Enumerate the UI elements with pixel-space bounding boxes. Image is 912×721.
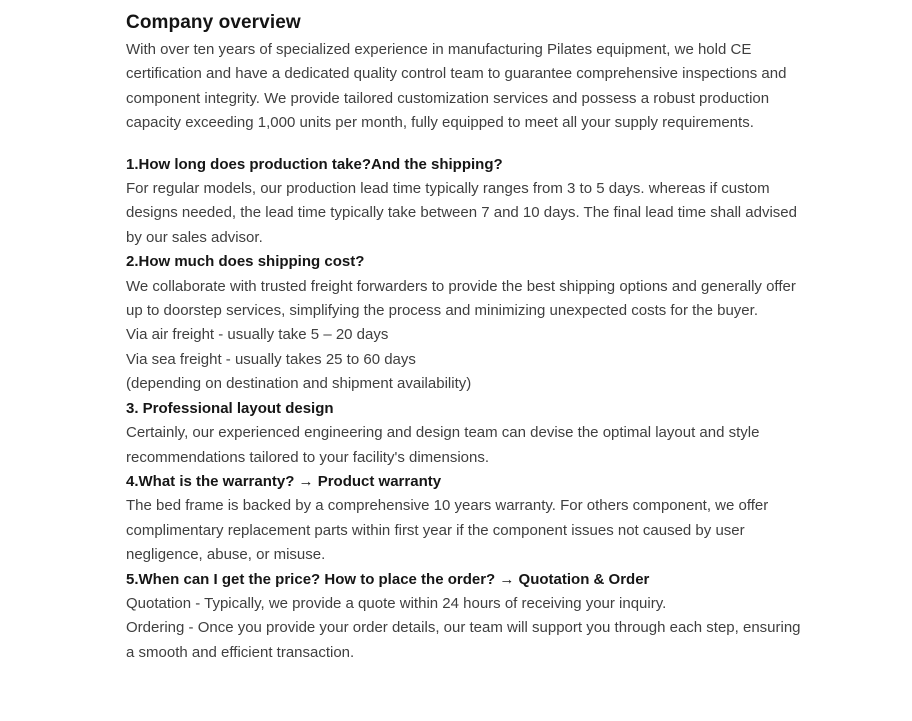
faq-question: 5.When can I get the price? How to place the order? → Quotation & Order [126, 570, 650, 588]
faq-list [126, 153, 802, 666]
faq-item-layout-design [126, 397, 802, 470]
faq-answer-line: Quotation - Typically, we provide a quote within 24 hours of receiving your inquiry. [126, 594, 667, 612]
faq-answer-line: Ordering - Once you provide your order details, our team will support you through each step, ensuring a smooth and efficient transaction. [126, 619, 801, 661]
faq-answer-line: The bed frame is backed by a comprehensive 10 years warranty. For others component, we offer complimentary replacement parts within first year if the component issues not caused by user negligence, abuse, or misuse. [126, 497, 769, 564]
company-overview-text: With over ten years of specialized experience in manufacturing Pilates equipment, we hold CE certification and have a dedicated quality control team to guarantee comprehensive inspections and component integrity. We provide tailored customization services and possess a robust production capacity exceeding 1,000 units per month, fully equipped to meet all your supply requirements. [126, 41, 787, 132]
section-title: Company overview [126, 12, 301, 33]
faq-item-quotation-order [126, 568, 802, 666]
faq-answer-line: Certainly, our experienced engineering and design team can devise the optimal layout and style recommendations tailored to your facility's dimensions. [126, 424, 760, 466]
faq-question: 1.How long does production take?And the shipping? [126, 155, 503, 173]
faq-item-warranty [126, 470, 802, 568]
faq-item-production-time [126, 153, 802, 251]
faq-answer-line: We collaborate with trusted freight forwarders to provide the best shipping options and generally offer up to doorstep services, simplifying the process and minimizing unexpected costs for the buyer. [126, 277, 796, 320]
faq-answer-line: For regular models, our production lead time typically ranges from 3 to 5 days. whereas if custom designs needed, the lead time typically take between 7 and 10 days. The final lead time shall advised by our sales advisor. [126, 180, 797, 246]
company-overview-section [126, 0, 802, 665]
faq-answer-line: (depending on destination and shipment availability) [126, 375, 472, 393]
faq-question: 3. Professional layout design [126, 399, 334, 417]
faq-question: 4.What is the warranty? → Product warranty [126, 472, 442, 490]
faq-question: 2.How much does shipping cost? [126, 253, 365, 271]
faq-answer-line: Via air freight - usually take 5 – 20 days [126, 326, 389, 344]
faq-item-shipping-cost [126, 250, 802, 396]
faq-answer-line: Via sea freight - usually takes 25 to 60 days [126, 350, 416, 368]
